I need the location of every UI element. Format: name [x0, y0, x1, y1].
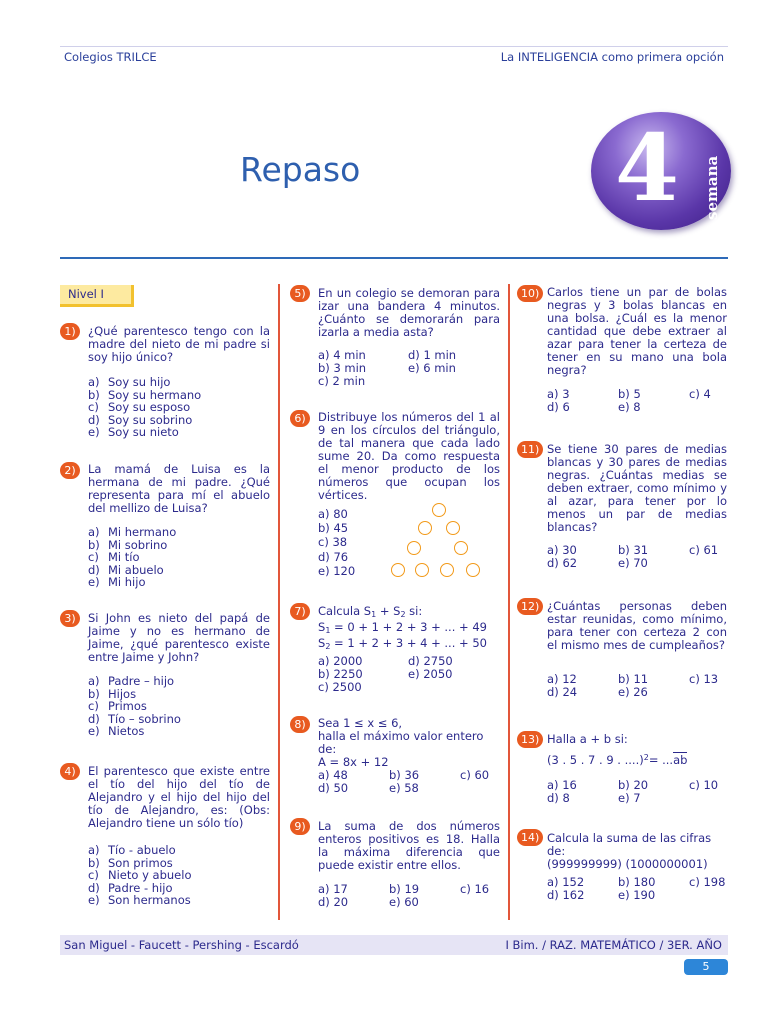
- option-item: c) 198: [689, 875, 726, 889]
- q7-sub: 1: [325, 626, 331, 635]
- triangle-circle: [446, 521, 460, 535]
- question-text: Se tiene 30 pares de medias blancas y 30 pares de medias negras. ¿Cuántas medias se deben extraer, como mínimo y al azar, para tener por lo menos un par de medias blancas?: [547, 442, 727, 534]
- column-divider-2: [508, 284, 510, 920]
- option-letter: e): [88, 575, 100, 590]
- q7-text: Calcula S: [318, 604, 372, 618]
- option-row: [547, 544, 760, 557]
- options-grid: [547, 673, 760, 699]
- option-item: d) 24: [547, 685, 578, 699]
- option-item: [689, 557, 760, 570]
- option-item: b) 3 min: [318, 361, 367, 375]
- option-text: Mi hijo: [108, 575, 146, 590]
- option-item: a) 17: [318, 882, 348, 896]
- option-row: [547, 779, 760, 792]
- option-item: e) 6 min: [408, 361, 456, 375]
- question-text: [547, 733, 727, 767]
- option-item: [88, 675, 270, 688]
- question-number: 14): [517, 829, 543, 846]
- question-number: 4): [60, 763, 80, 780]
- option-row: [318, 769, 531, 782]
- option-item: d) 62: [547, 556, 578, 570]
- option-letter: b): [88, 387, 100, 402]
- option-item: [689, 792, 760, 805]
- q7-text: = 1 + 2 + 3 + 4 + ... + 50: [330, 636, 487, 650]
- question-number: 13): [517, 731, 543, 748]
- question-text: ¿Cuántas personas deben estar reunidas, como mínimo, para tener con certeza 2 con el mismo mes de cumpleaños?: [547, 599, 727, 652]
- question-number: 7): [290, 603, 310, 620]
- option-letter: b): [88, 537, 100, 552]
- option-item: c) 38: [318, 535, 348, 550]
- question-text: La suma de dos números enteros positivos es 18. Halla la máxima diferencia que puede existir entre ellos.: [318, 819, 500, 872]
- option-letter: d): [88, 880, 100, 895]
- option-letter: d): [88, 412, 100, 427]
- option-item: a) 16: [547, 778, 577, 792]
- q7-sub: 1: [371, 610, 377, 619]
- option-letter: c): [88, 868, 99, 883]
- option-item: [88, 526, 270, 539]
- option-item: a) 30: [547, 543, 577, 557]
- question-number: 5): [290, 285, 310, 302]
- option-item: a) 4 min: [318, 348, 366, 362]
- option-text: Soy su esposo: [108, 400, 191, 415]
- option-text: Soy su nieto: [108, 425, 179, 440]
- option-item: e) 70: [618, 556, 648, 570]
- option-text: Soy su hermano: [108, 387, 202, 402]
- option-letter: a): [88, 375, 100, 389]
- option-row: [547, 388, 760, 401]
- option-letter: e): [88, 893, 100, 908]
- question-number: 2): [60, 462, 80, 479]
- question-number: 6): [290, 410, 310, 427]
- options-list: [88, 675, 270, 738]
- option-item: a) 48: [318, 768, 348, 782]
- option-item: c) 13: [689, 672, 719, 686]
- option-item: b) 5: [618, 387, 641, 401]
- option-text: Mi tío: [108, 550, 140, 565]
- option-item: e) 2050: [408, 667, 453, 681]
- option-item: [88, 551, 270, 564]
- option-text: Mi hermano: [108, 525, 177, 539]
- options-list: [88, 376, 270, 439]
- question-text: El parentesco que existe entre el tío del hijo del tío de Alejandro y el hijo del hijo del tío de Alejandro, es: (Obs: Alejandro tiene un sólo tío): [88, 764, 270, 830]
- option-item: e) 190: [618, 888, 656, 902]
- option-item: e) 7: [618, 791, 641, 805]
- option-item: b) 20: [618, 778, 649, 792]
- question-text: ¿Qué parentesco tengo con la madre del nieto de mi padre si soy hijo único?: [88, 324, 270, 364]
- options-grid: [547, 388, 760, 414]
- option-letter: d): [88, 711, 100, 726]
- option-item: [408, 681, 498, 694]
- option-item: d) 1 min: [408, 348, 457, 362]
- option-text: Soy su sobrino: [108, 412, 193, 427]
- option-item: d) 162: [547, 888, 585, 902]
- option-letter: e): [88, 425, 100, 440]
- option-row: [547, 792, 760, 805]
- option-item: c) 16: [460, 882, 490, 896]
- option-item: e) 58: [389, 781, 419, 795]
- q7-sub: 2: [400, 610, 406, 619]
- question-line: A = 8x + 12: [318, 755, 389, 769]
- option-text: Mi abuelo: [108, 562, 164, 577]
- q7-sub: 2: [325, 642, 331, 651]
- option-text: Nieto y abuelo: [108, 868, 192, 883]
- option-row: [547, 889, 760, 902]
- q13-equals: = ...: [648, 753, 674, 767]
- question-line: (999999999) (1000000001): [547, 857, 708, 871]
- footer-locations: San Miguel - Faucett - Pershing - Escardó: [64, 938, 299, 952]
- option-item: e) 120: [318, 563, 356, 578]
- option-row: [547, 557, 760, 570]
- option-item: e) 26: [618, 685, 648, 699]
- option-item: c) 2 min: [318, 374, 366, 388]
- option-text: Soy su hijo: [108, 375, 171, 389]
- option-text: Nietos: [108, 724, 145, 739]
- option-item: [460, 896, 531, 909]
- header-slogan: La INTELIGENCIA como primera opción: [500, 50, 724, 64]
- footer-course: I Bim. / RAZ. MATEMÁTICO / 3ER. AÑO: [505, 938, 722, 952]
- option-item: a) 80: [318, 507, 348, 521]
- option-letter: b): [88, 686, 100, 701]
- option-item: c) 10: [689, 778, 719, 792]
- option-item: [689, 889, 760, 902]
- option-item: a) 12: [547, 672, 577, 686]
- question-number: 9): [290, 818, 310, 835]
- triangle-circle: [454, 541, 468, 555]
- triangle-circle: [391, 563, 405, 577]
- question-text: En un colegio se demoran para izar una bandera 4 minutos. ¿Cuánto se demorarán para izarla a media asta?: [318, 286, 500, 339]
- header-school: Colegios TRILCE: [64, 50, 157, 64]
- option-row: [547, 673, 760, 686]
- q13-exponent: 2: [643, 753, 649, 762]
- option-item: [460, 782, 531, 795]
- option-item: d) 8: [547, 791, 570, 805]
- option-row: [318, 782, 531, 795]
- q13-line1: Halla a + b si:: [547, 732, 628, 746]
- question-number: 11): [517, 441, 543, 458]
- q13-product: (3 . 5 . 7 . 9 . ....): [547, 753, 644, 767]
- triangle-circle: [466, 563, 480, 577]
- option-row: [547, 686, 760, 699]
- option-letter: a): [88, 674, 100, 688]
- option-text: Mi sobrino: [108, 537, 168, 552]
- question-number: 12): [517, 598, 543, 615]
- question-number: 3): [60, 610, 80, 627]
- nivel-tag: Nivel I: [60, 285, 134, 307]
- option-item: [689, 401, 760, 414]
- header-rule: [60, 46, 728, 47]
- options-list: [88, 526, 270, 589]
- triangle-circle: [415, 563, 429, 577]
- option-letter: c): [88, 699, 99, 714]
- option-text: Hijos: [108, 686, 137, 701]
- option-row: [318, 896, 531, 909]
- question-text: [547, 832, 727, 871]
- options-list: [88, 844, 270, 907]
- question-line: Sea 1 ≤ x ≤ 6,: [318, 716, 403, 730]
- question-line: Calcula la suma de las cifras de:: [547, 831, 712, 858]
- q7-text: S: [318, 620, 326, 634]
- question-line: halla el máximo valor entero de:: [318, 729, 484, 756]
- option-row: [318, 883, 531, 896]
- question-number: 8): [290, 716, 310, 733]
- option-item: [88, 426, 270, 439]
- option-item: c) 60: [460, 768, 490, 782]
- option-item: [88, 725, 270, 738]
- title-rule: [60, 257, 728, 259]
- question-number: 10): [517, 285, 543, 302]
- option-item: d) 2750: [408, 654, 453, 668]
- question-text: La mamá de Luisa es la hermana de mi padre. ¿Qué representa para mí el abuelo del mellizo de Luisa?: [88, 462, 270, 515]
- q7-text: = 0 + 1 + 2 + 3 + ... + 49: [330, 620, 487, 634]
- question-text: Si John es nieto del papá de Jaime y no es hermano de Jaime, ¿qué parentesco existe entre Jaime y John?: [88, 611, 270, 664]
- option-item: e) 8: [618, 400, 641, 414]
- option-item: c) 2500: [318, 680, 362, 694]
- option-letter: e): [88, 724, 100, 739]
- option-item: d) 6: [547, 400, 570, 414]
- option-text: Padre – hijo: [108, 674, 175, 688]
- option-text: Son primos: [108, 855, 173, 870]
- triangle-circle: [418, 521, 432, 535]
- triangle-circle: [432, 503, 446, 517]
- option-text: Tío - abuelo: [108, 843, 176, 857]
- option-item: [88, 700, 270, 713]
- options-list: [318, 507, 398, 578]
- option-letter: a): [88, 525, 100, 539]
- triangle-circle: [407, 541, 421, 555]
- question-text: Carlos tiene un par de bolas negras y 3 bolas blancas en una bolsa. ¿Cuál es la menor cantidad que debe extraer al azar para tener la certeza de tener en su mano una bola negra?: [547, 285, 727, 377]
- option-item: b) 31: [618, 543, 649, 557]
- page-number: 5: [684, 959, 728, 975]
- option-text: Tío – sobrino: [108, 711, 181, 726]
- options-grid: [547, 876, 760, 902]
- option-item: a) 2000: [318, 654, 363, 668]
- option-row: [318, 375, 498, 388]
- option-item: d) 20: [318, 895, 349, 909]
- q13-ab: ab: [673, 753, 688, 767]
- option-item: b) 19: [389, 882, 420, 896]
- option-item: b) 36: [389, 768, 420, 782]
- options-grid: [318, 769, 531, 795]
- option-item: [88, 894, 270, 907]
- column-divider-1: [278, 284, 280, 920]
- q7-text: S: [318, 636, 326, 650]
- q7-text: si:: [405, 604, 423, 618]
- week-badge: [591, 112, 731, 230]
- option-item: c) 4: [689, 387, 711, 401]
- options-grid: [318, 655, 498, 694]
- option-item: [408, 375, 498, 388]
- option-letter: c): [88, 550, 99, 565]
- option-item: [88, 576, 270, 589]
- option-row: [547, 401, 760, 414]
- option-item: b) 180: [618, 875, 656, 889]
- option-item: d) 76: [318, 549, 349, 564]
- question-text: [318, 717, 500, 769]
- question-text: Distribuye los números del 1 al 9 en los círculos del triángulo, de tal manera que cada lado sume 20. Da como respuesta el menor producto de los números que ocupan los vértices.: [318, 410, 500, 502]
- option-text: Padre - hijo: [108, 880, 173, 895]
- page-title: Repaso: [240, 150, 361, 189]
- option-row: [318, 681, 498, 694]
- q7-text: + S: [376, 604, 401, 618]
- option-letter: c): [88, 400, 99, 415]
- option-letter: a): [88, 843, 100, 857]
- option-item: c) 61: [689, 543, 719, 557]
- option-item: [689, 686, 760, 699]
- question-number: 1): [60, 323, 80, 340]
- option-item: a) 3: [547, 387, 570, 401]
- options-grid: [547, 544, 760, 570]
- option-item: e) 60: [389, 895, 419, 909]
- option-item: a) 152: [547, 875, 585, 889]
- badge-number: 4: [615, 114, 680, 222]
- option-item: b) 45: [318, 521, 349, 536]
- option-text: Son hermanos: [108, 893, 191, 908]
- option-letter: b): [88, 855, 100, 870]
- option-item: b) 11: [618, 672, 649, 686]
- options-grid: [547, 779, 760, 805]
- option-item: [88, 376, 270, 389]
- option-item: b) 2250: [318, 667, 363, 681]
- badge-word: semana: [703, 155, 721, 220]
- option-item: [88, 844, 270, 857]
- option-item: [88, 401, 270, 414]
- question-text: [318, 605, 500, 653]
- options-grid: [318, 883, 531, 909]
- option-item: d) 50: [318, 781, 349, 795]
- options-grid: [318, 349, 498, 388]
- option-letter: d): [88, 562, 100, 577]
- option-item: [88, 869, 270, 882]
- option-text: Primos: [108, 699, 147, 714]
- triangle-circle: [440, 563, 454, 577]
